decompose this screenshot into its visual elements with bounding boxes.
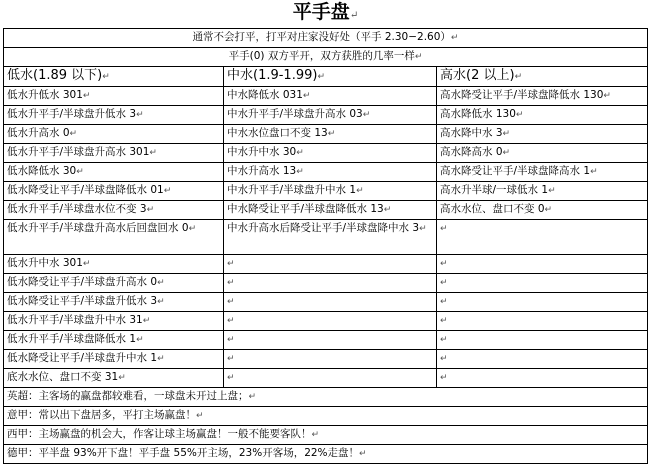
note-row xyxy=(4,388,648,407)
paragraph-mark-icon: ↵ xyxy=(157,278,165,288)
paragraph-mark-icon: ↵ xyxy=(440,373,448,383)
cell-high-water: 高水升半球/一球低水 1↵ xyxy=(437,182,648,200)
cell-mid-water xyxy=(224,293,437,311)
paragraph-mark-icon: ↵ xyxy=(302,91,311,101)
cell-high-water xyxy=(437,312,648,330)
paragraph-mark-icon: ↵ xyxy=(414,52,423,62)
table-row xyxy=(4,255,648,274)
intro-line-level: 平手(0) 双方平开，双方获胜的几率一样↵ xyxy=(4,48,648,66)
table-row xyxy=(4,125,648,144)
cell-high-water: 高水降低水 130↵ xyxy=(437,106,648,124)
cell-high-water: 高水降受让平手/半球盘降低水 130↵ xyxy=(437,87,648,105)
cell-low-water: 低水升平手/半球盘升低水 3↵ xyxy=(4,106,224,124)
cell-mid-water xyxy=(224,331,437,349)
cell-low-water: 低水降受让平手/半球盘升低水 3↵ xyxy=(4,293,224,311)
column-header-mid: 中水(1.9-1.99)↵ xyxy=(224,67,437,86)
paragraph-mark-icon: ↵ xyxy=(149,148,157,158)
cell-low-water: 低水升平手/半球盘升高水 301↵ xyxy=(4,144,224,162)
paragraph-mark-icon: ↵ xyxy=(440,259,448,269)
paragraph-mark-icon: ↵ xyxy=(82,91,91,101)
cell-mid-water: 中水升平手/半球盘升高水 03↵ xyxy=(224,106,437,124)
table-row xyxy=(4,163,648,182)
cell-low-water: 底水水位、盘口不变 31↵ xyxy=(4,369,224,387)
paragraph-mark-icon: ↵ xyxy=(440,278,448,288)
paragraph-mark-icon: ↵ xyxy=(296,148,304,158)
paragraph-mark-icon: ↵ xyxy=(76,167,84,177)
table-row xyxy=(4,182,648,201)
cell-high-water: 高水降中水 3↵ xyxy=(437,125,648,143)
paragraph-mark-icon: ↵ xyxy=(515,110,524,120)
cell-mid-water: 中水升平手/半球盘升中水 1↵ xyxy=(224,182,437,200)
paragraph-mark-icon: ↵ xyxy=(419,224,427,234)
cell-mid-water xyxy=(224,274,437,292)
intro-line-odds: 通常不会打平，打平对庄家没好处（平手 2.30−2.60）↵ xyxy=(4,29,648,47)
table-row xyxy=(4,274,648,293)
cell-high-water xyxy=(437,369,648,387)
paragraph-mark-icon: ↵ xyxy=(356,186,364,196)
cell-low-water: 低水升平手/半球盘升中水 31↵ xyxy=(4,312,224,330)
table-row xyxy=(4,220,648,255)
paragraph-mark-icon: ↵ xyxy=(502,148,511,158)
cell-high-water: 高水水位、盘口不变 0↵ xyxy=(437,201,648,219)
paragraph-mark-icon: ↵ xyxy=(544,205,553,215)
paragraph-mark-icon: ↵ xyxy=(227,316,235,326)
paragraph-mark-icon: ↵ xyxy=(227,278,235,288)
cell-mid-water xyxy=(224,350,437,368)
cell-mid-water: 中水升高水后降受让平手/半球盘降中水 3↵ xyxy=(224,220,437,254)
paragraph-mark-icon: ↵ xyxy=(383,205,392,215)
paragraph-mark-icon: ↵ xyxy=(227,335,235,345)
column-header-low: 低水(1.89 以下)↵ xyxy=(4,67,224,86)
table-body xyxy=(4,87,648,388)
paragraph-mark-icon: ↵ xyxy=(227,354,235,364)
paragraph-mark-icon: ↵ xyxy=(82,259,91,269)
paragraph-mark-icon: ↵ xyxy=(362,110,371,120)
paragraph-mark-icon: ↵ xyxy=(548,186,556,196)
cell-low-water: 低水升中水 301↵ xyxy=(4,255,224,273)
note-row xyxy=(4,426,648,445)
cell-high-water xyxy=(437,350,648,368)
table-row xyxy=(4,87,648,106)
cell-mid-water: 中水升中水 30↵ xyxy=(224,144,437,162)
paragraph-mark-icon: ↵ xyxy=(157,354,165,364)
paragraph-mark-icon: ↵ xyxy=(188,224,197,234)
table-row xyxy=(4,293,648,312)
cell-low-water: 低水升平手/半球盘水位不变 3↵ xyxy=(4,201,224,219)
paragraph-mark-icon: ↵ xyxy=(296,167,304,177)
paragraph-mark-icon: ↵ xyxy=(227,373,235,383)
paragraph-mark-icon: ↵ xyxy=(440,224,448,234)
table-row xyxy=(4,201,648,220)
cell-high-water xyxy=(437,274,648,292)
cell-high-water xyxy=(437,293,648,311)
paragraph-mark-icon: ↵ xyxy=(157,297,165,307)
paragraph-mark-icon: ↵ xyxy=(440,316,448,326)
note-bundesliga: 德甲：平半盘 93%开下盘！平手盘 55%开主场，23%开客场，22%走盘！↵ xyxy=(4,445,648,463)
cell-high-water: 高水降高水 0↵ xyxy=(437,144,648,162)
paragraph-mark-icon: ↵ xyxy=(440,297,448,307)
paragraph-mark-icon: ↵ xyxy=(227,259,235,269)
cell-low-water: 低水升低水 301↵ xyxy=(4,87,224,105)
cell-high-water xyxy=(437,255,648,273)
cell-low-water: 低水升平手/半球盘降低水 1↵ xyxy=(4,331,224,349)
page-title-text: 平手盘 xyxy=(292,1,350,23)
paragraph-mark-icon: ↵ xyxy=(142,316,151,326)
note-row xyxy=(4,407,648,426)
cell-low-water: 低水降受让平手/半球盘降低水 01↵ xyxy=(4,182,224,200)
paragraph-mark-icon: ↵ xyxy=(440,335,448,345)
column-header-high: 高水(2 以上)↵ xyxy=(437,67,648,86)
cell-mid-water xyxy=(224,255,437,273)
cell-mid-water: 中水降低水 031↵ xyxy=(224,87,437,105)
paragraph-mark-icon: ↵ xyxy=(327,129,336,139)
paragraph-mark-icon: ↵ xyxy=(502,129,511,139)
note-la-liga: 西甲：主场赢盘的机会大，作客让球主场赢盘！一般不能要客队！↵ xyxy=(4,426,648,444)
table-row xyxy=(4,312,648,331)
table-row xyxy=(4,144,648,163)
cell-low-water: 低水降受让平手/半球盘升高水 0↵ xyxy=(4,274,224,292)
intro-row xyxy=(4,29,648,48)
cell-high-water xyxy=(437,331,648,349)
table-row xyxy=(4,369,648,388)
cell-low-water: 低水降低水 30↵ xyxy=(4,163,224,181)
cell-mid-water: 中水降受让平手/半球盘降低水 13↵ xyxy=(224,201,437,219)
column-header-row xyxy=(4,67,648,87)
note-epl: 英超：主客场的赢盘都较难看，一球盘未开过上盘；↵ xyxy=(4,388,648,406)
cell-low-water: 低水升平手/半球盘升高水后回盘回水 0↵ xyxy=(4,220,224,254)
paragraph-mark-icon: ↵ xyxy=(136,110,144,120)
cell-high-water xyxy=(437,220,648,254)
page-title xyxy=(0,0,651,28)
intro-row xyxy=(4,48,648,67)
table-row xyxy=(4,331,648,350)
note-row xyxy=(4,445,648,464)
paragraph-mark-icon: ↵ xyxy=(227,297,235,307)
paragraph-mark-icon: ↵ xyxy=(590,167,598,177)
handicap-table xyxy=(3,28,648,464)
paragraph-mark-icon: ↵ xyxy=(146,205,155,215)
paragraph-mark-icon: ↵ xyxy=(349,10,359,21)
note-serie-a: 意甲：常以出下盘居多，平打主场赢盘！↵ xyxy=(4,407,648,425)
cell-mid-water xyxy=(224,312,437,330)
cell-low-water: 低水升高水 0↵ xyxy=(4,125,224,143)
table-row xyxy=(4,106,648,125)
paragraph-mark-icon: ↵ xyxy=(136,335,144,345)
cell-mid-water: 中水升高水 13↵ xyxy=(224,163,437,181)
paragraph-mark-icon: ↵ xyxy=(450,33,459,43)
table-row xyxy=(4,350,648,369)
paragraph-mark-icon: ↵ xyxy=(163,186,172,196)
cell-low-water: 低水降受让平手/半球盘升中水 1↵ xyxy=(4,350,224,368)
cell-high-water: 高水降受让平手/半球盘降高水 1↵ xyxy=(437,163,648,181)
paragraph-mark-icon: ↵ xyxy=(603,91,611,101)
paragraph-mark-icon: ↵ xyxy=(118,373,126,383)
cell-mid-water xyxy=(224,369,437,387)
paragraph-mark-icon: ↵ xyxy=(69,129,78,139)
cell-mid-water: 中水水位盘口不变 13↵ xyxy=(224,125,437,143)
paragraph-mark-icon: ↵ xyxy=(440,354,448,364)
